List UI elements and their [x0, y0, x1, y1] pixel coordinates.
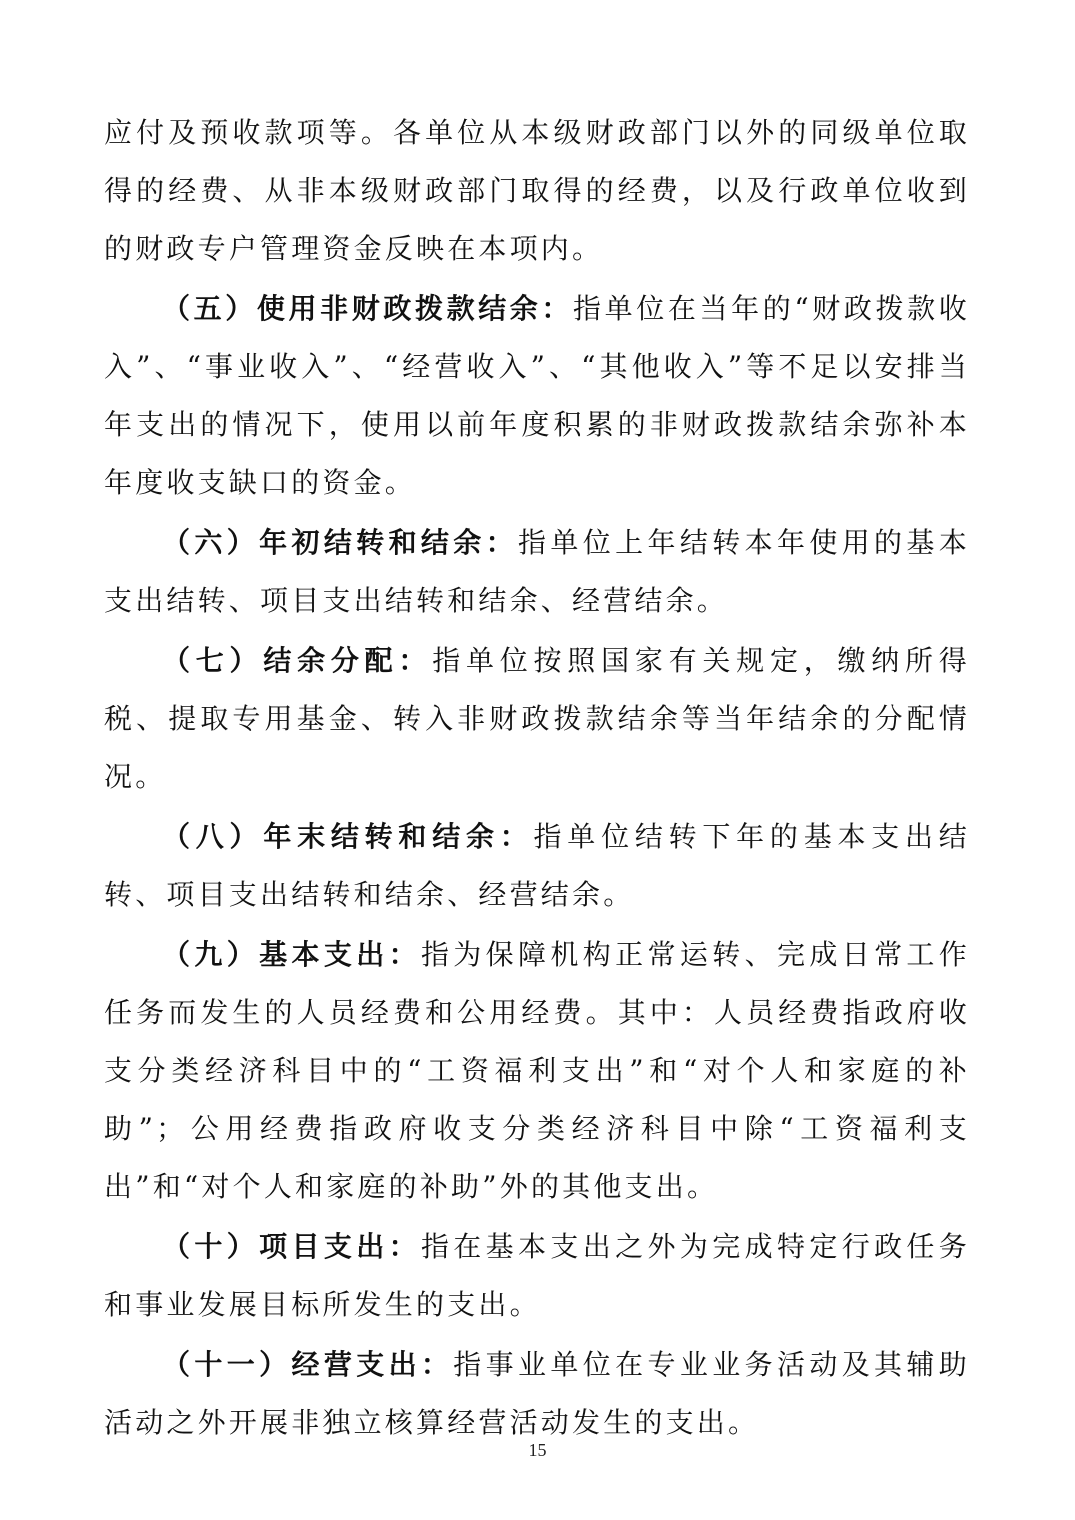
paragraph-item-9 — [104, 926, 970, 1216]
page-number: 15 — [528, 1440, 547, 1460]
document-body — [104, 104, 970, 1452]
paragraph-item-8 — [104, 808, 970, 924]
term-heading: （五）使用非财政拨款结余： — [162, 292, 574, 325]
paragraph-text: 指单位结转下年的基本支出结转、项目支出结转和结余、经营结余。 — [104, 820, 970, 911]
paragraph-text: 指单位在当年的“财政拨款收入”、“事业收入”、“经营收入”、“其他收入”等不足以安排当年支出的情况下，使用以前年度积累的非财政拨款结余弥补本年度收支缺口的资金。 — [104, 292, 970, 499]
paragraph-item-10 — [104, 1218, 970, 1334]
paragraph-item-5 — [104, 280, 970, 512]
paragraph-text: 应付及预收款项等。各单位从本级财政部门以外的同级单位取得的经费、从非本级财政部门取得的经费，以及行政单位收到的财政专户管理资金反映在本项内。 — [104, 116, 970, 265]
paragraph-continuation — [104, 104, 970, 278]
paragraph-text: 指事业单位在专业业务活动及其辅助活动之外开展非独立核算经营活动发生的支出。 — [104, 1348, 970, 1439]
paragraph-text: 指在基本支出之外为完成特定行政任务和事业发展目标所发生的支出。 — [104, 1230, 970, 1321]
term-heading: （七）结余分配： — [162, 644, 433, 677]
paragraph-item-11 — [104, 1336, 970, 1452]
term-heading: （八）年末结转和结余： — [162, 820, 534, 853]
term-heading: （十一）经营支出： — [162, 1348, 454, 1381]
paragraph-text: 指为保障机构正常运转、完成日常工作任务而发生的人员经费和公用经费。其中：人员经费指政府收支分类经济科目中的“工资福利支出”和“对个人和家庭的补助”；公用经费指政府收支分类经济科目中除“工资福利支出”和“对个人和家庭的补助”外的其他支出。 — [104, 938, 970, 1203]
term-heading: （九）基本支出： — [162, 938, 421, 971]
paragraph-text: 指单位上年结转本年使用的基本支出结转、项目支出结转和结余、经营结余。 — [104, 526, 970, 617]
paragraph-item-7 — [104, 632, 970, 806]
paragraph-text: 指单位按照国家有关规定，缴纳所得税、提取专用基金、转入非财政拨款结余等当年结余的分配情况。 — [104, 644, 971, 793]
paragraph-item-6 — [104, 514, 970, 630]
term-heading: （十）项目支出： — [162, 1230, 421, 1263]
term-heading: （六）年初结转和结余： — [162, 526, 519, 559]
